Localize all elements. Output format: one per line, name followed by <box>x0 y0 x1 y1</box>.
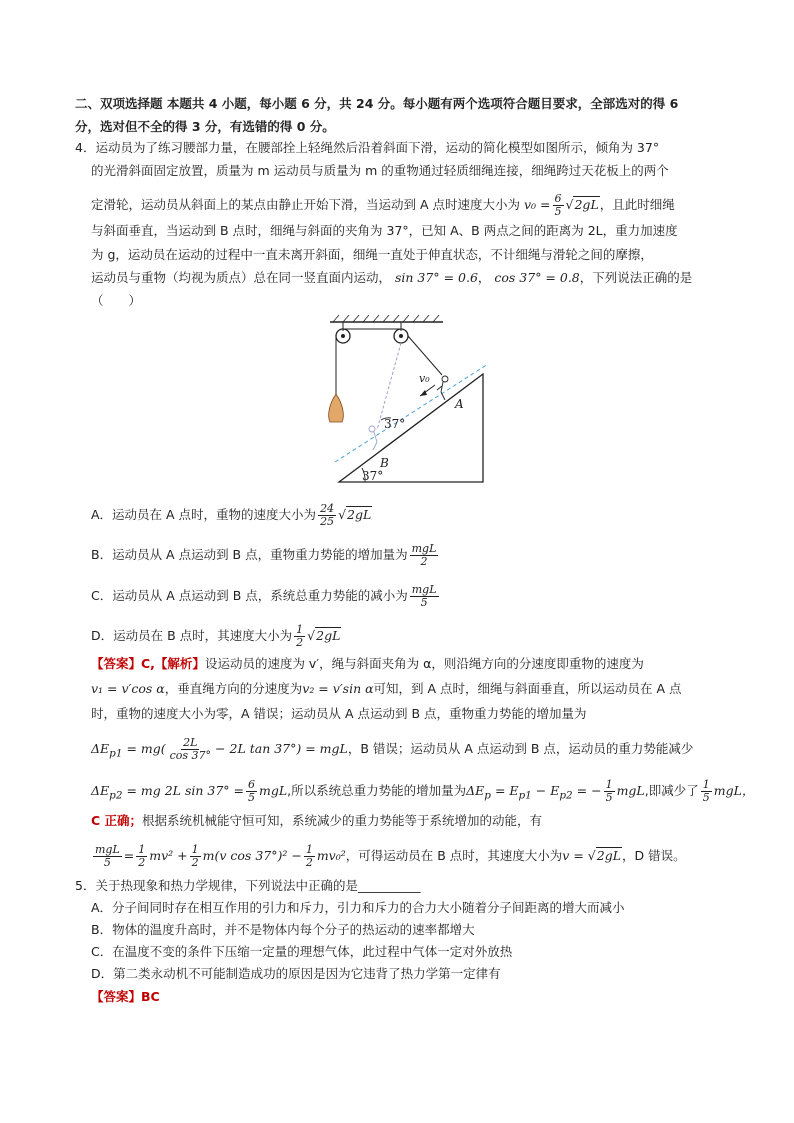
section-header-line-2: 分，选对但不全的得 3 分，有选错的得 0 分。 <box>75 119 335 134</box>
section-header-line-1: 二、双项选择题 本题共 4 小题，每小题 6 分，共 24 分。每小题有两个选项符合题目要求，全部选对的得 6 <box>75 96 679 111</box>
q4-line-6: 运动员与重物（均视为质点）总在同一竖直面内运动， sin 37° = 0.6， cos 37° = 0.8，下列说法正确的是 <box>91 270 693 285</box>
q5-option-d[interactable]: D．第二类永动机不可能制造成功的原因是因为它违背了热力学第一定律有 <box>91 966 501 981</box>
q4-line-7: （ ） <box>91 293 142 308</box>
q4-line-1: 4．运动员为了练习腰部力量，在腰部拴上轻绳然后沿着斜面下滑，运动的简化模型如图所示，倾角为 37° <box>75 140 660 155</box>
point-a-label: A <box>455 397 464 411</box>
q4-answer-line-7: $\frac{\text{mgL}}{5}$ = $\frac{1}{2}$ mv² + $\frac{1}{2}$ m(v cos 37°)² − $\frac{1}{2}$ mv₀²，可得运动员在 B 点时，其速度大小为v = √2gL，D 错误。 <box>95 843 686 869</box>
q4-option-b[interactable]: B．运动员从 A 点运动到 B 点，重物重力势能的增加量为 $\frac{\text{mgL}}{2}$ <box>91 542 437 568</box>
q4-answer-line-2: v₁ = v′cos α，垂直绳方向的分速度为v₂ = v′sin α可知，到 A 点时，细绳与斜面垂直，所以运动员在 A 点 <box>91 681 682 696</box>
q4-number: 4． <box>75 140 96 155</box>
rope-angle-label: 37° <box>384 417 406 431</box>
hanging-weight <box>329 394 344 422</box>
q4-answer-line-4: $\Delta E_{p1} = mg$( $\frac{2L}{\cos 37^\circ}$ − 2L tan 37°) = mgL，B 错误；运动员从 A 点运动到 B 点，运动员的重力势能减少 <box>91 736 694 762</box>
q5-number: 5． <box>75 878 96 893</box>
incline-angle-label: 37° <box>362 469 384 483</box>
incline <box>339 374 483 482</box>
q5-option-b[interactable]: B．物体的温度升高时，并不是物体内每个分子的热运动的速率都增大 <box>91 922 475 937</box>
point-b-label: B <box>380 456 389 470</box>
q4-answer-line-6: C 正确；根据系统机械能守恒可知，系统减少的重力势能等于系统增加的动能，有 <box>91 813 543 828</box>
ceiling-hatch <box>333 315 439 322</box>
q4-answer-line-1: 【答案】C,【解析】设运动员的速度为 v′，绳与斜面夹角为 α，则沿绳方向的分速度即重物的速度为 <box>91 656 644 671</box>
q5-stem: 5．关于热现象和热力学规律，下列说法中正确的是__________ <box>75 878 421 893</box>
rope-to-a <box>408 336 442 375</box>
q4-line-2: 的光滑斜面固定放置，质量为 m 运动员与质量为 m 的重物通过轻质细绳连接，细绳跨过天花板上的两个 <box>91 163 669 178</box>
q4-option-c[interactable]: C．运动员从 A 点运动到 B 点，系统总重力势能的减小为 $\frac{\text{mgL}}{5}$ <box>91 583 437 609</box>
q4-line-3: 定滑轮，运动员从斜面上的某点由静止开始下滑，当运动到 A 点时速度大小为 v₀ = $\frac{6}{5}$ √2gL，且此时细绳 <box>91 192 675 218</box>
q4-answer-line-3: 时，重物的速度大小为零，A 错误；运动员从 A 点运动到 B 点，重物重力势能的增加量为 <box>91 706 587 721</box>
q4-option-d[interactable]: D．运动员在 B 点时，其速度大小为 $\frac{1}{2}$ √2gL <box>91 623 341 649</box>
q4-option-a[interactable]: A．运动员在 A 点时，重物的速度大小为 $\frac{24}{25}$ √2gL <box>91 502 372 528</box>
v0-label: v₀ <box>419 372 430 385</box>
q4-line-5: 为 g，运动员在运动的过程中一直未离开斜面，细绳一直处于伸直状态，不计细绳与滑轮之间的摩擦， <box>91 247 653 262</box>
q5-option-a[interactable]: A．分子间同时存在相互作用的引力和斥力，引力和斥力的合力大小随着分子间距离的增大而减小 <box>91 900 625 915</box>
incline-pulley-diagram <box>325 312 495 492</box>
q5-answer: 【答案】BC <box>91 989 160 1004</box>
q5-option-c[interactable]: C．在温度不变的条件下压缩一定量的理想气体，此过程中气体一定对外放热 <box>91 944 513 959</box>
dashed-path <box>335 364 488 462</box>
q4-line-4: 与斜面垂直，当运动到 B 点时，细绳与斜面的夹角为 37°，已知 A、B 两点之间的距离为 2L，重力加速度 <box>91 223 678 238</box>
q4-answer-line-5: $\Delta E_{p2}$ = mg 2L sin 37° = $\frac{6}{5}$ mgL,所以系统总重力势能的增加量为$\Delta E_p = E_{p1} - E_{p2}$ = − $\frac{1}{5}$ mgL,即减少了 $\frac{1}{5}$ mgL， <box>91 778 755 804</box>
